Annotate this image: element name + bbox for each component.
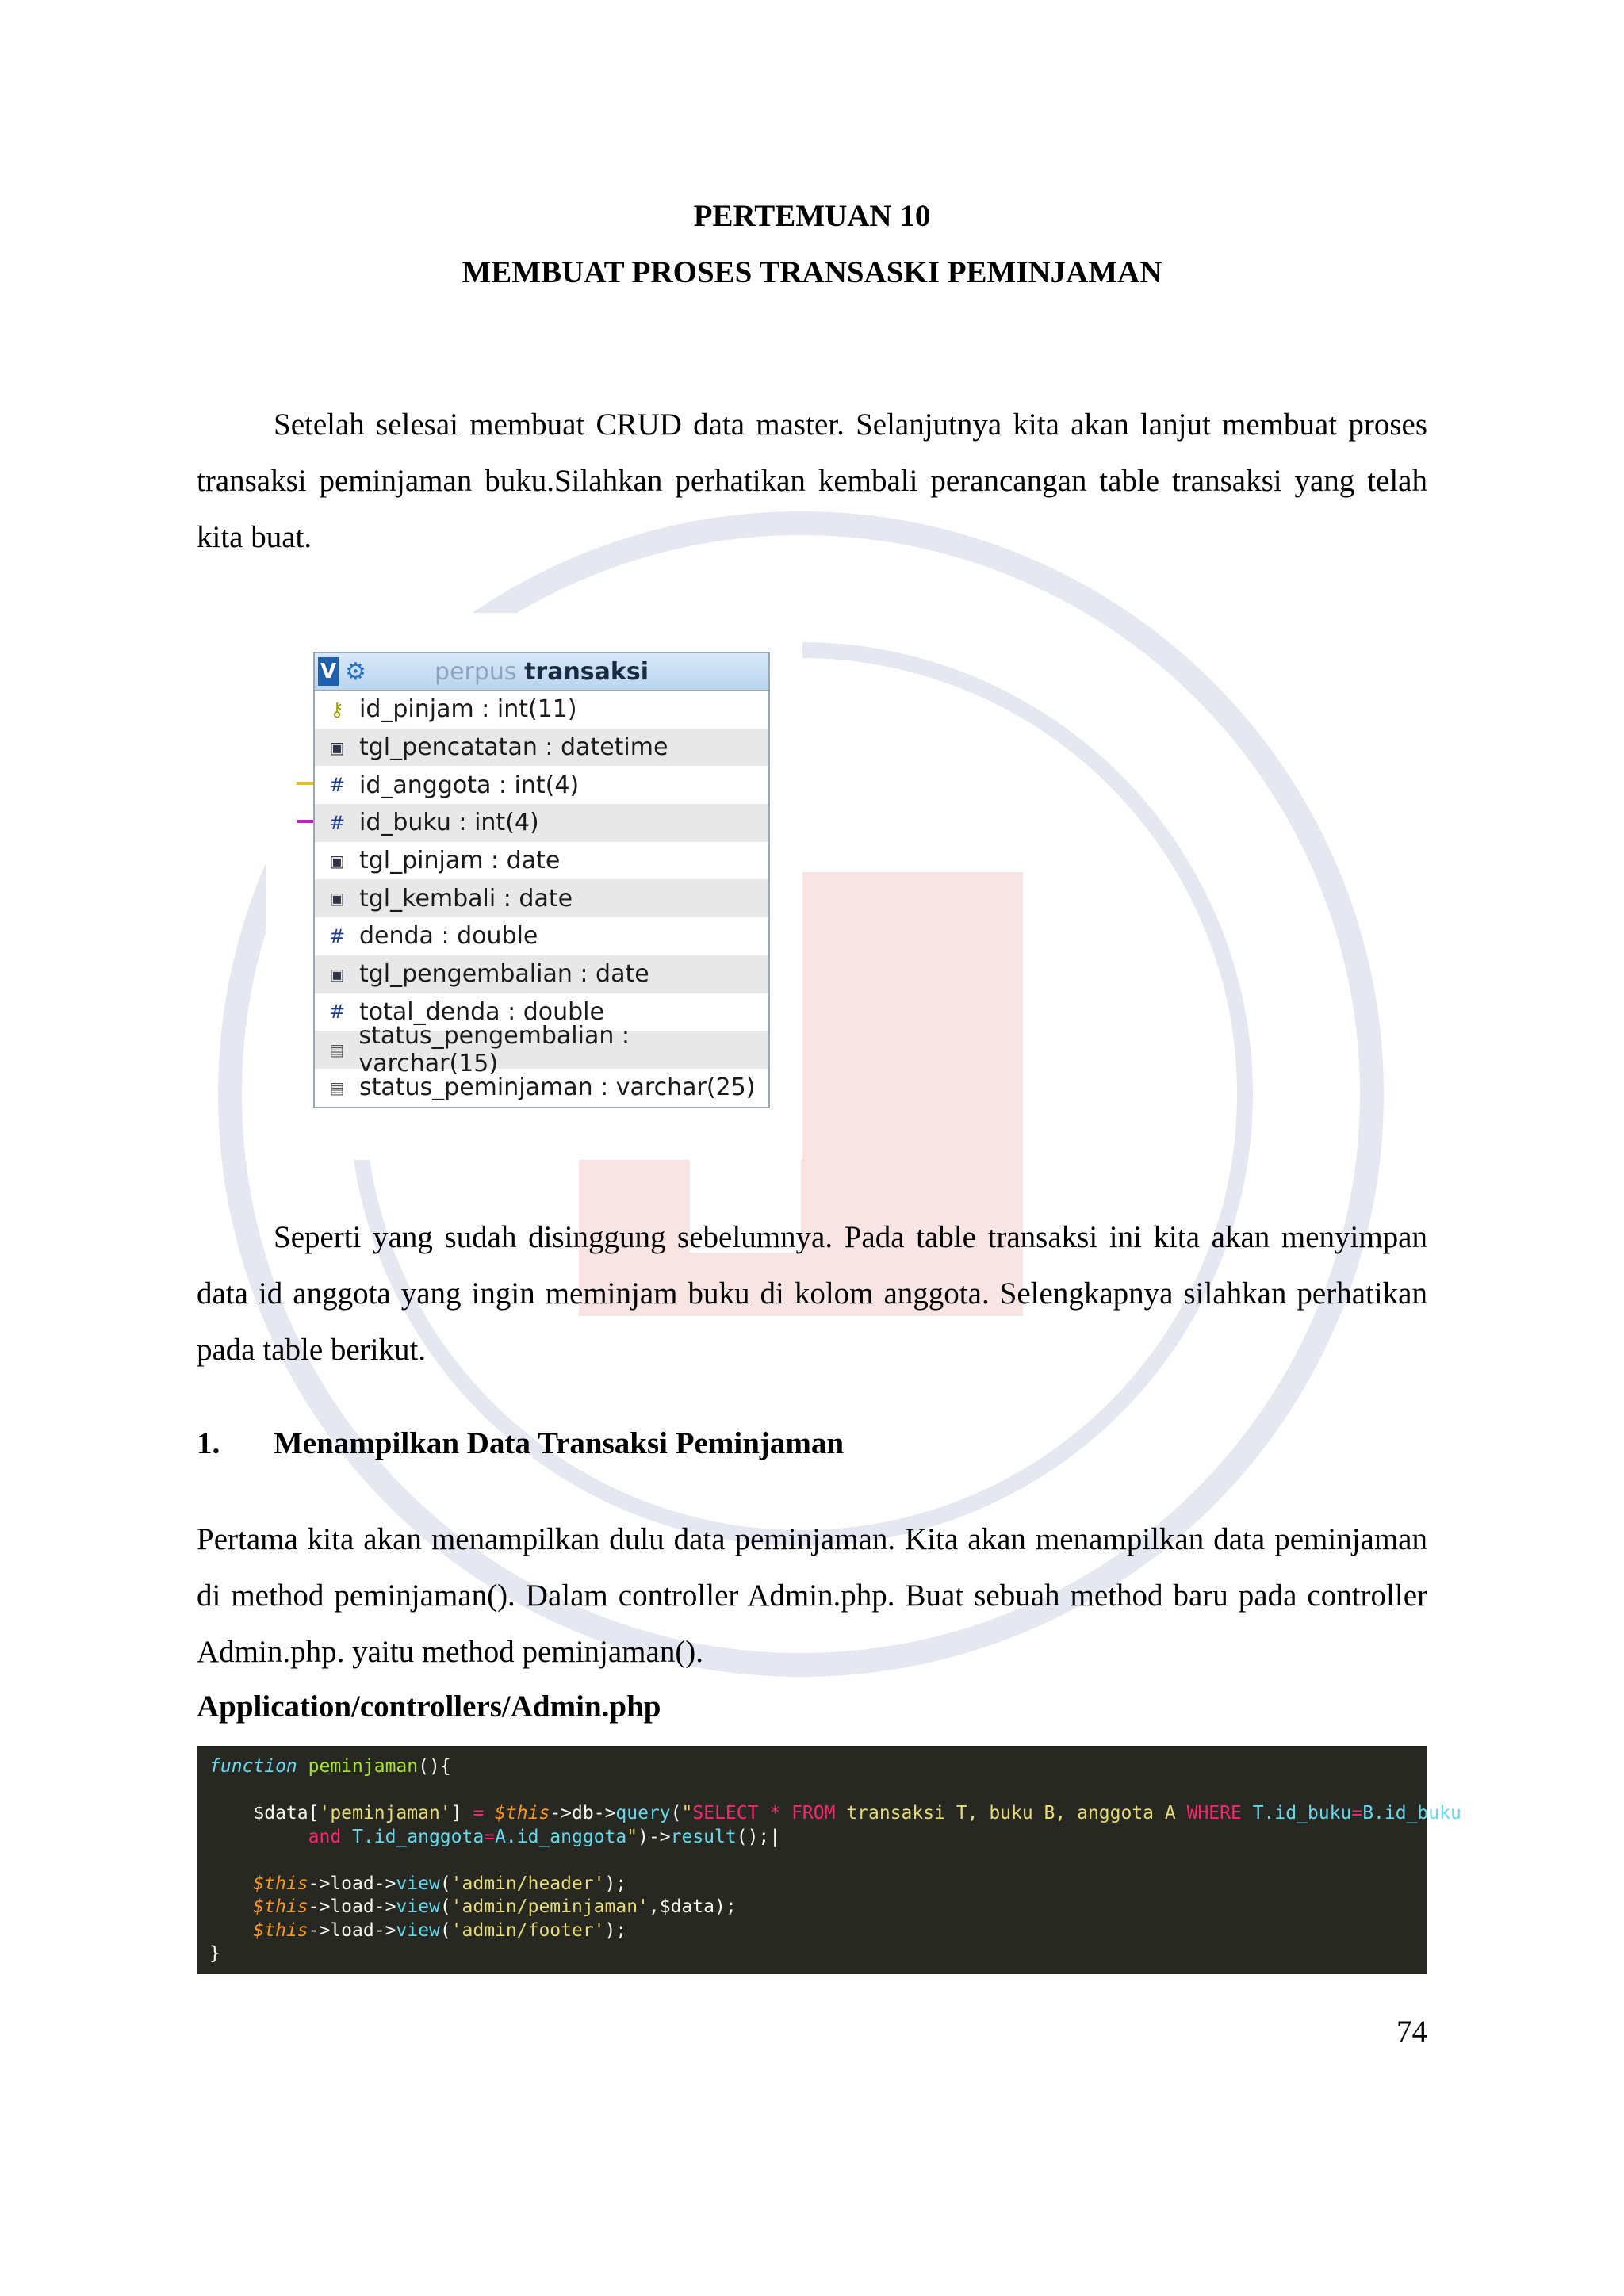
section-number: 1. xyxy=(197,1426,220,1460)
field-label: tgl_pinjam : date xyxy=(359,847,561,875)
chapter-title: MEMBUAT PROSES TRANSASKI PEMINJAMAN xyxy=(462,255,1162,289)
db-name: perpus xyxy=(434,657,517,686)
page-number: 74 xyxy=(1396,2015,1427,2049)
hash-icon: # xyxy=(328,1001,346,1024)
table-row xyxy=(315,917,768,955)
table-row xyxy=(315,804,768,842)
field-label: id_anggota : int(4) xyxy=(359,771,580,799)
hash-icon: # xyxy=(328,811,346,834)
text-icon: ▤ xyxy=(329,1077,345,1097)
table-row xyxy=(315,729,768,767)
calendar-icon: ▣ xyxy=(329,851,345,871)
file-path: Application/controllers/Admin.php xyxy=(197,1689,661,1724)
relation-connector xyxy=(297,782,314,785)
field-label: status_pengembalian : varchar(15) xyxy=(358,1022,630,1078)
field-label: tgl_pencatatan : datetime xyxy=(359,733,668,762)
table-row xyxy=(315,955,768,993)
calendar-icon: ▣ xyxy=(329,964,345,984)
table-row xyxy=(315,879,768,917)
table-row xyxy=(315,1022,768,1078)
third-paragraph: Pertama kita akan menampilkan dulu data peminjaman. Kita akan menampilkan data peminjaman di method peminjaman(). Dalam controller Admin.php. Buat sebuah method baru pada controller Admin.php. yaitu method peminjaman(). xyxy=(197,1522,1427,1669)
table-row xyxy=(315,766,768,804)
code-block: function peminjaman(){ $data['peminjaman'] = $this->db->query("SELECT * FROM transaksi T, buku B, anggota A WHERE T.id_buku=B.id_buku and T.id_anggota=A.id_anggota")->result();| $this->load->view('admin/header'); $this->load->view('admin/peminjaman',$data); $this->load->view('admin/footer'); } xyxy=(197,1746,1427,1974)
section-heading xyxy=(197,1425,844,1461)
db-table xyxy=(313,652,770,1108)
field-label: status_peminjaman : varchar(25) xyxy=(359,1073,756,1102)
gear-icon: ⚙ xyxy=(345,657,366,686)
chapter-number: PERTEMUAN 10 xyxy=(693,199,931,233)
calendar-icon: ▣ xyxy=(329,737,345,757)
table-name: transaksi xyxy=(524,657,649,686)
relation-connector xyxy=(297,820,314,823)
table-row xyxy=(315,1069,768,1107)
section-title: Menampilkan Data Transaksi Peminjaman xyxy=(274,1426,845,1460)
hash-icon: # xyxy=(328,924,346,947)
toggle-icon: V xyxy=(318,657,339,686)
key-icon: ⚷ xyxy=(330,698,344,721)
second-paragraph: Seperti yang sudah disinggung sebelumnya. Pada table transaksi ini kita akan menyimpan data id anggota yang ingin meminjam buku di kolom anggota. Selengkapnya silahkan perhatikan pada table berikut. xyxy=(197,1220,1427,1367)
field-label: id_buku : int(4) xyxy=(359,809,539,837)
table-row xyxy=(315,691,768,729)
hash-icon: # xyxy=(328,774,346,797)
intro-paragraph: Setelah selesai membuat CRUD data master. Selanjutnya kita akan lanjut membuat proses transaksi peminjaman buku.Silahkan perhatikan kembali perancangan table transaksi yang telah kita buat. xyxy=(197,408,1427,554)
db-table-header xyxy=(315,653,768,691)
calendar-icon: ▣ xyxy=(329,889,345,909)
field-label: tgl_kembali : date xyxy=(359,884,573,913)
field-label: id_pinjam : int(11) xyxy=(359,695,577,724)
db-table-title xyxy=(315,658,768,686)
table-row xyxy=(315,842,768,880)
text-icon: ▤ xyxy=(329,1040,345,1060)
field-label: denda : double xyxy=(359,922,538,951)
field-label: tgl_pengembalian : date xyxy=(359,960,649,989)
field-label: total_denda : double xyxy=(359,997,604,1026)
